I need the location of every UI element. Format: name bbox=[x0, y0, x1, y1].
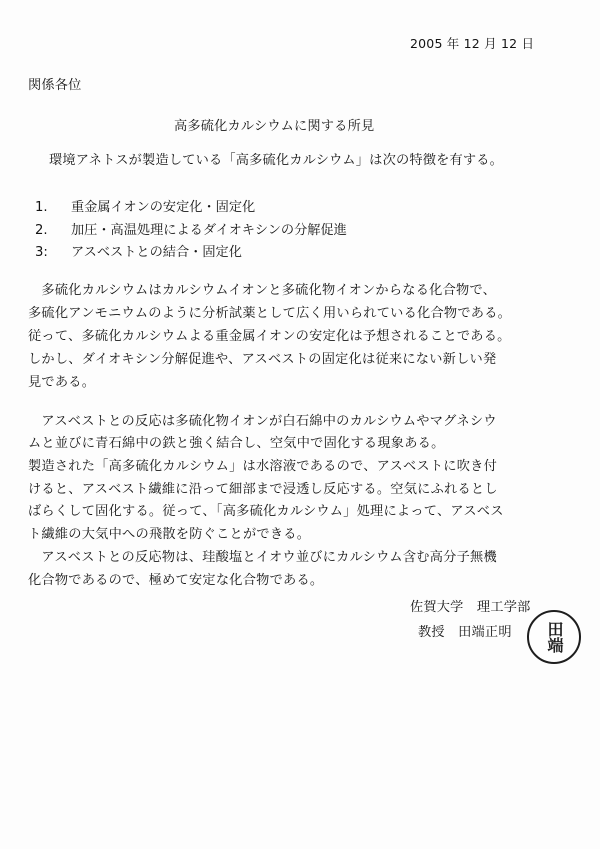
paragraph2-line: けると、アスベスト繊維に沿って細部まで浸透し反応する。空気にふれるとし bbox=[28, 482, 498, 497]
addressee: 関係各位 bbox=[28, 78, 82, 93]
feature-number: 1. bbox=[35, 200, 48, 215]
feature-item bbox=[35, 219, 347, 238]
intro-sentence: 環境アネトスが製造している「高多硫化カルシウム」は次の特徴を有する。 bbox=[49, 153, 504, 168]
feature-number: 3: bbox=[35, 245, 48, 260]
seal-stamp bbox=[527, 610, 581, 664]
feature-text: アスベストとの結合・固定化 bbox=[71, 245, 242, 260]
signature-affiliation: 佐賀大学 理工学部 bbox=[410, 600, 531, 615]
paragraph2-line: アスベストとの反応は多硫化物イオンが白石綿中のカルシウムやマグネシウ bbox=[28, 414, 497, 429]
document-title: 高多硫化カルシウムに関する所見 bbox=[174, 119, 375, 134]
paragraph1-line: しかし、ダイオキシン分解促進や、アスベストの固定化は従来にない新しい発 bbox=[28, 352, 497, 367]
document-date: 2005 年 12 月 12 日 bbox=[410, 36, 535, 51]
paragraph2-line: ト繊維の大気中への飛散を防ぐことができる。 bbox=[28, 527, 311, 542]
paragraph1-line: 多硫化アンモニウムのように分析試薬として広く用いられている化合物である。 bbox=[28, 306, 512, 321]
signature-name: 教授 田端正明 bbox=[418, 625, 512, 640]
paragraph1-line: 見である。 bbox=[28, 375, 96, 390]
feature-number: 2. bbox=[35, 223, 48, 238]
paragraph2-line: ムと並びに青石綿中の鉄と強く結合し、空気中で固化する現象ある。 bbox=[28, 436, 445, 451]
paragraph2-line: 化合物であるので、極めて安定な化合物である。 bbox=[28, 573, 324, 588]
paragraph2-line: ばらくして固化する。従って、「高多硫化カルシウム」処理によって、アスベス bbox=[28, 504, 504, 519]
feature-text: 加圧・高温処理によるダイオキシンの分解促進 bbox=[71, 223, 347, 238]
feature-text: 重金属イオンの安定化・固定化 bbox=[71, 200, 256, 215]
paragraph2-line: 製造された「高多硫化カルシウム」は水溶液であるので、アスベストに吹き付 bbox=[28, 459, 498, 474]
paragraph2-line: アスベストとの反応物は、珪酸塩とイオウ並びにカルシウム含む高分子無機 bbox=[28, 550, 497, 565]
paragraph1-line: 多硫化カルシウムはカルシウムイオンと多硫化物イオンからなる化合物で、 bbox=[28, 283, 497, 298]
feature-item bbox=[35, 241, 242, 260]
seal-text: 田端 bbox=[545, 621, 564, 653]
feature-item bbox=[35, 196, 255, 215]
paragraph1-line: 従って、多硫化カルシウムよる重金属イオンの安定化は予想されることである。 bbox=[28, 329, 511, 344]
